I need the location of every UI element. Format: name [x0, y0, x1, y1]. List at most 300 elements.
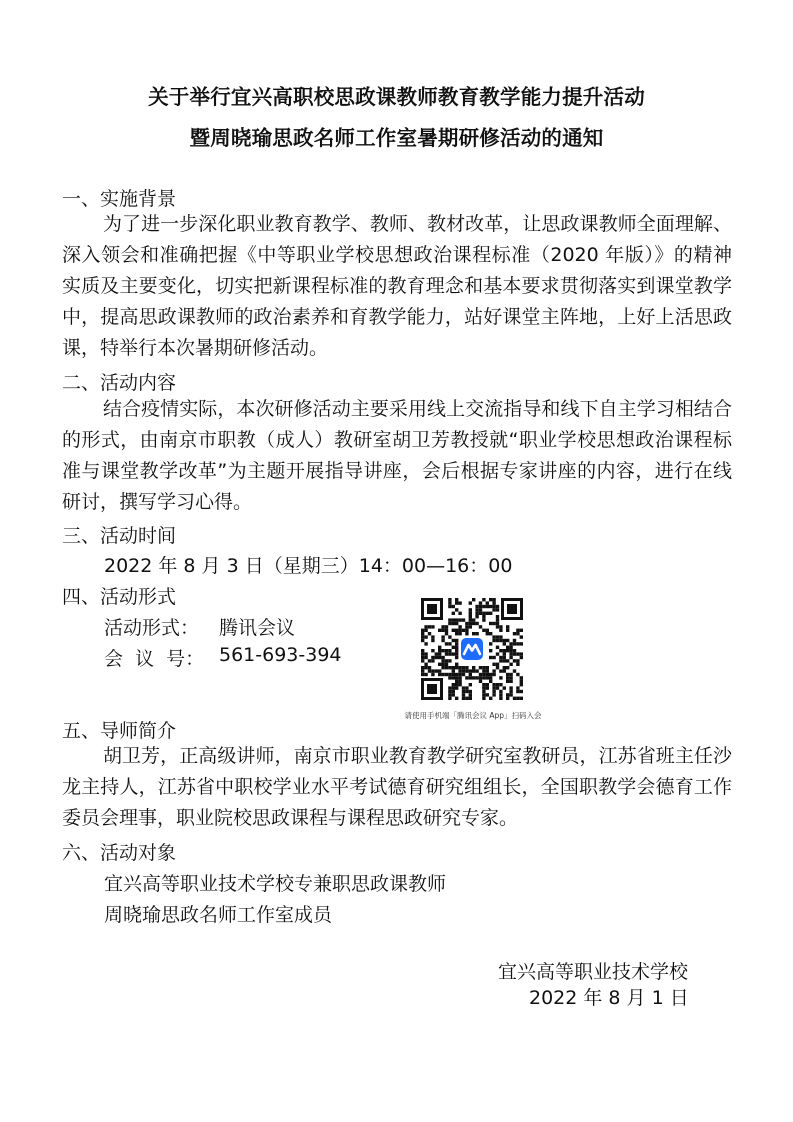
qr-module	[441, 666, 444, 669]
qr-module	[499, 639, 502, 642]
qr-module	[452, 676, 455, 679]
qr-module	[445, 663, 448, 666]
qr-module	[496, 686, 499, 689]
qr-module	[455, 622, 458, 625]
qr-module	[509, 652, 512, 655]
qr-module	[455, 673, 458, 676]
qr-module	[452, 629, 455, 632]
qr-module	[482, 612, 485, 615]
section-text-background: 为了进一步深化职业教育教学、教师、教材改革，让思政课教师全面理解、深入领会和准确把握《中等职业学校思想政治课程标准（2020 年版）》的精神实质及主要变化，切实把新课程标准的教育理念和基本要求贯彻落实到课堂教学中，提高思政课教师的政治素养和育教学能力，站好课堂主阵地，上好上活思政课，特举行本次暑期研修活动。	[62, 213, 732, 359]
qr-module	[503, 686, 506, 689]
qr-module	[465, 669, 468, 672]
qr-module	[455, 601, 458, 604]
qr-module	[499, 683, 502, 686]
qr-module	[513, 649, 516, 652]
qr-module	[452, 686, 455, 689]
qr-module	[438, 656, 441, 659]
qr-module	[448, 697, 451, 700]
qr-module	[506, 629, 509, 632]
qr-module	[455, 676, 458, 679]
qr-module	[441, 659, 444, 662]
qr-module	[509, 663, 512, 666]
target-item-1: 宜兴高等职业技术学校专兼职思政课教师	[104, 873, 447, 895]
qr-module	[465, 690, 468, 693]
qr-module	[496, 618, 499, 621]
qr-module	[489, 673, 492, 676]
qr-module	[503, 649, 506, 652]
qr-module	[496, 663, 499, 666]
qr-module	[496, 635, 499, 638]
qr-module	[458, 673, 461, 676]
qr-module	[520, 635, 523, 638]
qr-module	[489, 697, 492, 700]
section-heading-form: 四、活动形式	[62, 586, 177, 608]
qr-module	[438, 673, 441, 676]
qr-module	[516, 697, 519, 700]
qr-module	[475, 615, 478, 618]
qr-module	[469, 601, 472, 604]
qr-module	[482, 690, 485, 693]
section-heading-content: 二、活动内容	[62, 372, 177, 394]
qr-module	[475, 608, 478, 611]
qr-module	[448, 686, 451, 689]
qr-module	[509, 690, 512, 693]
qr-module	[438, 646, 441, 649]
qr-module	[458, 629, 461, 632]
qr-module	[438, 629, 441, 632]
qr-module	[516, 663, 519, 666]
qr-module	[455, 632, 458, 635]
qr-module	[520, 683, 523, 686]
qr-module	[475, 676, 478, 679]
qr-module	[496, 625, 499, 628]
qr-module	[455, 656, 458, 659]
qr-module	[421, 629, 424, 632]
qr-module	[438, 663, 441, 666]
qr-module	[499, 659, 502, 662]
qr-module	[499, 693, 502, 696]
qr-module	[492, 693, 495, 696]
qr-module	[479, 625, 482, 628]
qr-module	[445, 652, 448, 655]
qr-module	[503, 642, 506, 645]
qr-module	[486, 601, 489, 604]
qr-module	[462, 686, 465, 689]
qr-module	[520, 676, 523, 679]
qr-module	[482, 673, 485, 676]
qr-module	[503, 639, 506, 642]
qr-module	[482, 686, 485, 689]
qr-module	[458, 625, 461, 628]
qr-module	[492, 673, 495, 676]
qr-module	[513, 659, 516, 662]
qr-module	[462, 629, 465, 632]
qr-module	[469, 669, 472, 672]
qr-module	[489, 605, 492, 608]
qr-module	[482, 666, 485, 669]
qr-module	[513, 632, 516, 635]
qr-module	[455, 598, 458, 601]
qr-module	[448, 622, 451, 625]
qr-module	[489, 612, 492, 615]
qr-module	[452, 666, 455, 669]
qr-module	[465, 622, 468, 625]
qr-module	[455, 666, 458, 669]
qr-module	[509, 693, 512, 696]
form-label: 活动形式：	[104, 617, 200, 639]
qr-module	[492, 656, 495, 659]
qr-module	[421, 649, 424, 652]
section-heading-background: 一、实施背景	[62, 188, 177, 210]
qr-module	[445, 649, 448, 652]
qr-module	[424, 663, 427, 666]
qr-module	[452, 683, 455, 686]
qr-module	[475, 612, 478, 615]
qr-module	[431, 673, 434, 676]
qr-module	[448, 642, 451, 645]
qr-module	[452, 673, 455, 676]
section-heading-target: 六、活动对象	[62, 842, 177, 864]
qr-module	[455, 680, 458, 683]
qr-module	[513, 652, 516, 655]
qr-module	[455, 652, 458, 655]
qr-module	[438, 649, 441, 652]
qr-module	[445, 659, 448, 662]
qr-module	[465, 676, 468, 679]
qr-module	[469, 622, 472, 625]
qr-module	[475, 632, 478, 635]
qr-module	[448, 601, 451, 604]
qr-module	[492, 608, 495, 611]
qr-module	[452, 618, 455, 621]
qr-module	[421, 639, 424, 642]
qr-module	[509, 649, 512, 652]
qr-module	[486, 632, 489, 635]
qr-module	[472, 669, 475, 672]
qr-module	[469, 608, 472, 611]
qr-module	[506, 646, 509, 649]
qr-code-icon[interactable]	[419, 596, 525, 702]
qr-module	[496, 608, 499, 611]
qr-module	[448, 618, 451, 621]
qr-module	[506, 680, 509, 683]
qr-module	[482, 629, 485, 632]
qr-module	[424, 625, 427, 628]
qr-module	[516, 652, 519, 655]
qr-module	[448, 693, 451, 696]
qr-module	[482, 605, 485, 608]
qr-module	[452, 690, 455, 693]
qr-module	[506, 676, 509, 679]
qr-module	[455, 686, 458, 689]
qr-module	[469, 690, 472, 693]
qr-module	[441, 673, 444, 676]
qr-module	[516, 686, 519, 689]
qr-module	[424, 652, 427, 655]
qr-module	[486, 686, 489, 689]
qr-module	[458, 669, 461, 672]
qr-module	[469, 697, 472, 700]
qr-module	[506, 659, 509, 662]
qr-module	[509, 656, 512, 659]
qr-module	[496, 639, 499, 642]
qr-module	[455, 663, 458, 666]
section-text-mentor: 胡卫芳，正高级讲师，南京市职业教育教学研究室教研员，江苏省班主任沙龙主持人，江苏省中职校学业水平考试德育研究组组长，全国职教学会德育工作委员会理事，职业院校思政课程与课程思政研究专家。	[62, 745, 732, 829]
qr-module	[516, 629, 519, 632]
qr-module	[428, 669, 431, 672]
qr-module	[431, 625, 434, 628]
qr-module	[448, 666, 451, 669]
qr-module	[441, 656, 444, 659]
qr-module	[469, 693, 472, 696]
qr-module	[435, 652, 438, 655]
qr-module	[448, 676, 451, 679]
signature-date: 2022 年 8 月 1 日	[529, 987, 689, 1009]
qr-module	[452, 605, 455, 608]
qr-module	[520, 652, 523, 655]
tencent-meeting-logo-icon	[461, 638, 483, 660]
qr-module	[472, 598, 475, 601]
qr-module	[452, 652, 455, 655]
qr-module	[479, 680, 482, 683]
qr-module	[421, 635, 424, 638]
qr-module	[479, 676, 482, 679]
qr-module	[424, 666, 427, 669]
qr-module	[496, 683, 499, 686]
signature-org: 宜兴高等职业技术学校	[498, 961, 689, 983]
qr-module	[441, 649, 444, 652]
qr-module	[452, 669, 455, 672]
qr-module	[448, 605, 451, 608]
qr-module	[520, 697, 523, 700]
qr-module	[503, 652, 506, 655]
qr-module	[489, 622, 492, 625]
qr-module	[499, 629, 502, 632]
qr-module	[489, 676, 492, 679]
qr-module	[465, 629, 468, 632]
qr-module	[503, 669, 506, 672]
qr-module	[475, 622, 478, 625]
qr-module	[445, 632, 448, 635]
qr-module	[431, 659, 434, 662]
qr-module	[472, 676, 475, 679]
qr-module	[458, 618, 461, 621]
qr-module	[506, 666, 509, 669]
qr-module	[452, 646, 455, 649]
qr-module	[465, 625, 468, 628]
qr-module	[458, 666, 461, 669]
event-time: 2022 年 8 月 3 日（星期三）14：00—16：00	[104, 555, 513, 577]
qr-module	[516, 673, 519, 676]
qr-module	[506, 673, 509, 676]
qr-module	[421, 659, 424, 662]
qr-module	[458, 676, 461, 679]
qr-module	[492, 663, 495, 666]
qr-module	[509, 680, 512, 683]
qr-module	[489, 656, 492, 659]
qr-module	[520, 680, 523, 683]
document-title-line2: 暨周晓瑜思政名师工作室暑期研修活动的通知	[189, 126, 604, 150]
qr-module	[455, 697, 458, 700]
qr-module	[469, 676, 472, 679]
qr-module	[513, 639, 516, 642]
qr-module	[492, 622, 495, 625]
qr-module	[513, 697, 516, 700]
qr-module	[431, 669, 434, 672]
qr-module	[486, 693, 489, 696]
qr-caption: 请使用手机端「腾讯会议 App」扫码入会	[404, 711, 542, 720]
qr-module	[486, 676, 489, 679]
qr-module	[428, 632, 431, 635]
qr-module	[479, 673, 482, 676]
qr-module	[421, 632, 424, 635]
qr-module	[492, 601, 495, 604]
qr-module	[445, 629, 448, 632]
qr-module	[475, 669, 478, 672]
qr-module	[458, 612, 461, 615]
qr-module	[448, 652, 451, 655]
qr-module	[469, 612, 472, 615]
qr-module	[486, 683, 489, 686]
qr-module	[472, 618, 475, 621]
qr-module	[506, 639, 509, 642]
qr-module	[431, 656, 434, 659]
qr-module	[441, 663, 444, 666]
qr-module	[472, 632, 475, 635]
qr-module	[469, 673, 472, 676]
qr-module	[516, 690, 519, 693]
qr-module	[438, 669, 441, 672]
qr-module	[465, 686, 468, 689]
qr-module	[465, 697, 468, 700]
qr-module	[496, 605, 499, 608]
qr-module	[441, 639, 444, 642]
qr-module	[486, 669, 489, 672]
qr-module	[458, 683, 461, 686]
qr-module	[482, 618, 485, 621]
qr-module	[492, 598, 495, 601]
qr-module	[486, 629, 489, 632]
qr-module	[516, 632, 519, 635]
qr-module	[479, 605, 482, 608]
qr-module	[462, 618, 465, 621]
qr-module	[492, 690, 495, 693]
qr-module	[475, 605, 478, 608]
qr-module	[462, 669, 465, 672]
qr-module	[424, 673, 427, 676]
qr-module	[462, 697, 465, 700]
qr-module	[509, 642, 512, 645]
qr-module	[506, 697, 509, 700]
qr-module	[489, 598, 492, 601]
qr-module	[499, 625, 502, 628]
qr-module	[445, 642, 448, 645]
qr-module	[448, 598, 451, 601]
qr-module	[424, 656, 427, 659]
qr-module	[503, 656, 506, 659]
qr-module	[455, 629, 458, 632]
qr-module	[445, 666, 448, 669]
qr-module	[452, 612, 455, 615]
qr-module	[452, 639, 455, 642]
qr-module	[499, 656, 502, 659]
qr-module	[499, 635, 502, 638]
qr-module	[455, 649, 458, 652]
qr-module	[472, 622, 475, 625]
qr-module	[509, 673, 512, 676]
qr-module	[448, 690, 451, 693]
qr-module	[445, 673, 448, 676]
qr-module	[428, 659, 431, 662]
qr-module	[448, 649, 451, 652]
qr-module	[424, 629, 427, 632]
qr-module	[482, 697, 485, 700]
qr-module	[448, 673, 451, 676]
qr-module	[431, 639, 434, 642]
qr-module	[479, 601, 482, 604]
qr-module	[506, 693, 509, 696]
meeting-id-value: 561-693-394	[219, 644, 342, 666]
qr-module	[445, 625, 448, 628]
qr-module	[431, 649, 434, 652]
qr-module	[462, 666, 465, 669]
qr-module	[448, 635, 451, 638]
qr-module	[492, 686, 495, 689]
qr-module	[428, 625, 431, 628]
qr-module	[431, 635, 434, 638]
qr-module	[482, 669, 485, 672]
qr-module	[496, 615, 499, 618]
qr-module	[489, 632, 492, 635]
qr-module	[499, 676, 502, 679]
qr-module	[428, 666, 431, 669]
qr-module	[499, 690, 502, 693]
qr-module	[489, 642, 492, 645]
qr-module	[482, 676, 485, 679]
qr-module	[509, 676, 512, 679]
qr-module	[499, 649, 502, 652]
qr-module	[424, 635, 427, 638]
qr-module	[482, 598, 485, 601]
qr-module	[424, 642, 427, 645]
qr-module	[496, 652, 499, 655]
qr-module	[513, 669, 516, 672]
qr-module	[455, 646, 458, 649]
qr-module	[516, 659, 519, 662]
qr-module	[455, 642, 458, 645]
qr-module	[496, 646, 499, 649]
qr-module	[455, 639, 458, 642]
qr-module	[438, 652, 441, 655]
qr-module	[492, 639, 495, 642]
qr-module	[509, 686, 512, 689]
qr-module	[482, 615, 485, 618]
qr-module	[421, 669, 424, 672]
qr-module	[452, 622, 455, 625]
qr-module	[513, 642, 516, 645]
qr-module	[469, 618, 472, 621]
qr-module	[469, 683, 472, 686]
qr-module	[421, 666, 424, 669]
qr-module	[496, 622, 499, 625]
qr-module	[455, 683, 458, 686]
qr-module	[455, 608, 458, 611]
qr-module	[489, 649, 492, 652]
form-value: 腾讯会议	[219, 617, 296, 639]
qr-module	[462, 693, 465, 696]
qr-module	[492, 605, 495, 608]
qr-module	[479, 666, 482, 669]
